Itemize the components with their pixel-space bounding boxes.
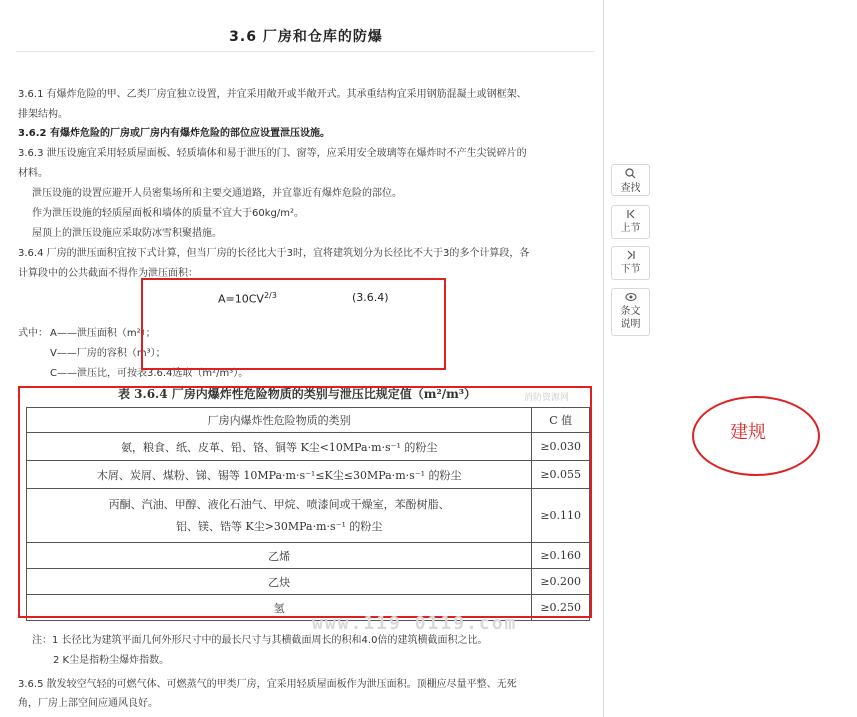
table-cell-c-value: ≥0.055 bbox=[532, 461, 590, 489]
formula-highlight-box bbox=[141, 278, 446, 370]
annotation-label: 建规 bbox=[730, 422, 766, 443]
formula-lhs: A=10CV bbox=[218, 292, 264, 306]
definition-a: A——泄压面积（m²）； bbox=[50, 328, 156, 339]
section-heading: 3.6 厂房和仓库的防爆 bbox=[229, 29, 383, 45]
table-cell-category: 木屑、炭屑、煤粉、锑、锡等 10MPa·m·s⁻¹≤K尘≤30MPa·m·s⁻¹ 的粉尘 bbox=[27, 461, 532, 489]
table-cell-category: 氨，粮食、纸、皮革、铅、铬、铜等 K尘<10MPa·m·s⁻¹ 的粉尘 bbox=[27, 433, 532, 461]
table-cell-category: 乙炔 bbox=[27, 569, 532, 595]
clause-3-6-3-item1: 泄压设施的设置应避开人员密集场所和主要交通道路，并宜靠近有爆炸危险的部位。 bbox=[32, 188, 402, 199]
table-cell-c-value: ≥0.030 bbox=[532, 433, 590, 461]
next-section-icon bbox=[612, 250, 649, 263]
explanation-button[interactable] bbox=[611, 288, 650, 336]
table-title: 表 3.6.4 厂房内爆炸性危险物质的类别与泄压比规定值（m²/m³） bbox=[118, 387, 477, 401]
table-highlight-box bbox=[18, 386, 592, 618]
table-cell-category-line2: 铝、镁、锆等 K尘>30MPa·m·s⁻¹ 的粉尘 bbox=[175, 519, 383, 533]
explanation-label-line1: 条文 bbox=[620, 306, 641, 317]
clause-3-6-3-item2: 作为泄压设施的轻质屋面板和墙体的质量不宜大于60kg/m²。 bbox=[32, 208, 304, 219]
definition-c: C——泄压比，可按表3.6.4选取（m²/m³）。 bbox=[50, 368, 249, 379]
formula-number: (3.6.4) bbox=[352, 291, 389, 304]
next-section-button[interactable] bbox=[611, 246, 650, 280]
table-cell-category: 乙烯 bbox=[27, 543, 532, 569]
table-cell-c-value: ≥0.250 bbox=[532, 595, 590, 621]
search-icon bbox=[612, 168, 649, 182]
search-button[interactable] bbox=[611, 164, 650, 196]
next-section-label: 下节 bbox=[620, 264, 641, 275]
table-cell-c-value: ≥0.200 bbox=[532, 569, 590, 595]
explanation-label-line2: 说明 bbox=[620, 319, 641, 330]
eye-icon bbox=[612, 292, 649, 305]
prev-section-label: 上节 bbox=[620, 223, 641, 234]
clause-3-6-3-cont: 材料。 bbox=[18, 168, 48, 179]
table-header-category: 厂房内爆炸性危险物质的类别 bbox=[27, 408, 532, 433]
table-cell-c-value: ≥0.160 bbox=[532, 543, 590, 569]
page-border bbox=[603, 0, 604, 717]
table-header-c-value: C 值 bbox=[532, 408, 590, 433]
definitions-intro: 式中： bbox=[18, 328, 48, 339]
clause-3-6-4: 3.6.4 厂房的泄压面积宜按下式计算，但当厂房的长径比大于3时，宜将建筑划分为长径比不大于3的多个计算段，各 bbox=[18, 248, 530, 259]
clause-3-6-3-item3: 屋顶上的泄压设施应采取防冰雪积聚措施。 bbox=[32, 228, 222, 239]
formula-exponent: 2/3 bbox=[263, 291, 277, 300]
table-cell-c-value: ≥0.110 bbox=[532, 489, 590, 543]
clause-3-6-1: 3.6.1 有爆炸危险的甲、乙类厂房宜独立设置，并宜采用敞开或半敞开式。其承重结构宜采用钢筋混凝土或钢框架、 bbox=[18, 89, 527, 100]
table-note-1: 注：1 长径比为建筑平面几何外形尺寸中的最长尺寸与其横截面周长的积和4.0倍的建筑横截面积之比。 bbox=[32, 635, 488, 646]
search-button-label: 查找 bbox=[620, 183, 641, 194]
prev-section-button[interactable] bbox=[611, 205, 650, 239]
table-cell-category-line1: 丙酮、汽油、甲醇、液化石油气、甲烷、喷漆间或干燥室，苯酚树脂、 bbox=[108, 497, 450, 511]
clause-3-6-1-cont: 排架结构。 bbox=[18, 109, 68, 120]
table-watermark: 消防资源网 bbox=[524, 393, 570, 403]
clause-3-6-4-cont: 计算段中的公共截面不得作为泄压面积： bbox=[18, 268, 198, 279]
prev-section-icon bbox=[612, 209, 649, 222]
site-watermark: www.119 0119.com bbox=[312, 613, 518, 634]
clause-3-6-5: 3.6.5 散发较空气轻的可燃气体、可燃蒸气的甲类厂房，宜采用轻质屋面板作为泄压面积。顶棚应尽量平整、无死 bbox=[18, 679, 517, 690]
table-note-2: 2 K尘是指粉尘爆炸指数。 bbox=[53, 655, 170, 666]
table-cell-category: 氢 bbox=[27, 595, 532, 621]
clause-3-6-5-cont: 角，厂房上部空间应通风良好。 bbox=[18, 698, 158, 709]
heading-divider bbox=[16, 51, 594, 52]
clause-3-6-2: 3.6.2 有爆炸危险的厂房或厂房内有爆炸危险的部位应设置泄压设施。 bbox=[18, 128, 330, 139]
definition-v: V——厂房的容积（m³）； bbox=[50, 348, 166, 359]
clause-3-6-3: 3.6.3 泄压设施宜采用轻质屋面板、轻质墙体和易于泄压的门、窗等，应采用安全玻璃等在爆炸时不产生尖锐碎片的 bbox=[18, 148, 527, 159]
